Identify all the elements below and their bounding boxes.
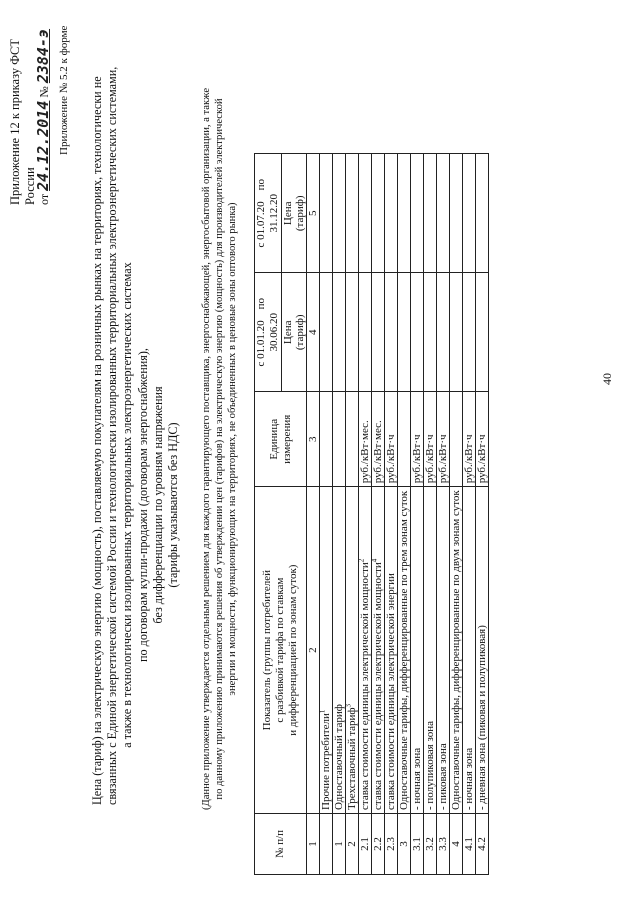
row-number: 2.1 xyxy=(359,814,372,875)
row-price-period-1 xyxy=(476,273,489,392)
row-indicator xyxy=(346,487,359,814)
table-row xyxy=(476,154,489,875)
row-price-period-1 xyxy=(463,273,476,392)
table-row xyxy=(320,154,333,875)
order-number: 2384-э xyxy=(34,28,52,84)
header-unit xyxy=(255,392,307,487)
row-number: 3.3 xyxy=(437,814,450,875)
row-price-period-2 xyxy=(333,154,346,273)
footnote-marker: 1 xyxy=(318,709,327,714)
indicator-text: ставка стоимости единицы электрической энергии xyxy=(385,573,397,810)
row-indicator xyxy=(437,487,450,814)
period-1-start: с 01.01.20 по xyxy=(255,298,267,367)
indicator-text: Одноставочные тарифы, дифференцированные по трем зонам суток xyxy=(398,490,410,810)
row-unit: руб./кВт·мес. xyxy=(372,392,385,487)
form-note: Приложение № 5.2 к форме xyxy=(58,25,70,155)
row-unit xyxy=(346,392,359,487)
order-date: 24.12.2014 xyxy=(34,100,52,191)
indicator-text: Одноставочный тариф xyxy=(333,704,345,810)
column-index: 1 xyxy=(307,814,320,875)
order-number-prefix: № xyxy=(37,86,51,98)
row-number: 2.3 xyxy=(385,814,398,875)
title-line: связанных с Единой энергетической системой России и технологически изолированных территориальных электроэнергетических системами, xyxy=(105,66,120,805)
row-indicator xyxy=(398,487,411,814)
footnote-marker: 2 xyxy=(357,558,366,563)
title-line: а также в технологически изолированных территориальных электроэнергетических системах xyxy=(120,262,135,748)
header-indicator xyxy=(255,487,307,814)
order-reference xyxy=(34,29,52,205)
note-line: по данному приложению принимаются решения об утверждении цен (тарифов) на электрическую энергию (мощность) для производителей электрической xyxy=(214,98,225,800)
row-price-period-2 xyxy=(372,154,385,273)
explanatory-note xyxy=(200,29,239,869)
row-indicator xyxy=(450,487,463,814)
row-unit: руб./кВт·ч xyxy=(411,392,424,487)
row-price-period-1 xyxy=(424,273,437,392)
row-indicator xyxy=(320,487,333,814)
table-row xyxy=(359,154,372,875)
row-price-period-2 xyxy=(463,154,476,273)
row-price-period-1 xyxy=(372,273,385,392)
appendix-title: Приложение 12 к приказу ФСТ России xyxy=(8,39,37,205)
row-number: 4 xyxy=(450,814,463,875)
row-number: 3 xyxy=(398,814,411,875)
row-price-period-2 xyxy=(359,154,372,273)
header-indicator-line: Показатель (группы потребителей xyxy=(261,569,273,731)
table-body xyxy=(320,154,489,875)
row-price-period-1 xyxy=(450,273,463,392)
indicator-text: Одноставочные тарифы, дифференцированные по двум зонам суток xyxy=(450,490,462,810)
row-number: 2 xyxy=(346,814,359,875)
order-prefix: от xyxy=(37,193,51,205)
header-period-2 xyxy=(255,154,282,273)
column-index: 3 xyxy=(307,392,320,487)
row-price-period-2 xyxy=(424,154,437,273)
row-number: 3.2 xyxy=(424,814,437,875)
period-2-end: 31.12.20 xyxy=(268,194,280,233)
row-indicator xyxy=(385,487,398,814)
document-title xyxy=(90,66,181,805)
header-num: № п/п xyxy=(255,814,307,875)
indicator-text: Трехставочный тариф xyxy=(346,707,358,810)
row-unit: руб./кВт·ч xyxy=(437,392,450,487)
indicator-text: Прочие потребители xyxy=(320,713,332,810)
period-2-start: с 01.07.20 по xyxy=(255,179,267,248)
header-indicator-line: с разбивкой тарифа по ставкам xyxy=(274,577,286,723)
row-unit xyxy=(320,392,333,487)
column-index: 5 xyxy=(307,154,320,273)
price-header-2: Цена (тариф) xyxy=(282,154,307,273)
header-indicator-line: и дифференциацией по зонам суток) xyxy=(287,564,299,736)
row-unit: руб./кВт·ч xyxy=(424,392,437,487)
row-indicator xyxy=(463,487,476,814)
row-price-period-1 xyxy=(437,273,450,392)
table-row xyxy=(372,154,385,875)
row-number: 3.1 xyxy=(411,814,424,875)
indicator-text: ставка стоимости единицы электрической мощности xyxy=(359,562,371,810)
note-line: (Данное приложение утверждается отдельным решением для каждого гарантирующего поставщика, энергоснабжающей, энергосбытовой организации, а также xyxy=(201,87,212,811)
row-price-period-2 xyxy=(411,154,424,273)
column-index: 2 xyxy=(307,487,320,814)
row-price-period-2 xyxy=(437,154,450,273)
row-price-period-2 xyxy=(385,154,398,273)
row-unit xyxy=(398,392,411,487)
row-unit: руб./кВт·ч xyxy=(463,392,476,487)
table-row xyxy=(411,154,424,875)
row-number: 1 xyxy=(333,814,346,875)
price-header-1: Цена (тариф) xyxy=(282,273,307,392)
row-price-period-1 xyxy=(411,273,424,392)
row-price-period-1 xyxy=(320,273,333,392)
row-unit xyxy=(450,392,463,487)
table-header-row xyxy=(255,154,282,875)
indicator-text: ставка стоимости единицы электрической мощности xyxy=(372,562,384,810)
row-unit: руб./кВт·ч xyxy=(385,392,398,487)
indicator-text: - пиковая зона xyxy=(437,743,449,810)
row-unit: руб./кВт·мес. xyxy=(359,392,372,487)
row-number: 4.1 xyxy=(463,814,476,875)
table-row xyxy=(463,154,476,875)
row-indicator xyxy=(424,487,437,814)
header-period-1 xyxy=(255,273,282,392)
title-line: по договорам купли-продажи (договорам энергоснабжения), xyxy=(135,348,150,662)
header-unit-line: Единица xyxy=(267,418,280,460)
page-number: 40 xyxy=(600,373,614,385)
title-line: (тарифы указываются без НДС) xyxy=(166,422,181,588)
row-number xyxy=(320,814,333,875)
tariff-table xyxy=(254,153,489,875)
table-row xyxy=(450,154,463,875)
row-price-period-1 xyxy=(359,273,372,392)
row-indicator xyxy=(359,487,372,814)
row-indicator xyxy=(372,487,385,814)
row-unit: руб./кВт·ч xyxy=(476,392,489,487)
indicator-text: - полупиковая зона xyxy=(424,721,436,810)
header-unit-line: измерения xyxy=(280,414,293,464)
indicator-text: - дневная зона (пиковая и полупиковая) xyxy=(476,625,488,810)
row-unit xyxy=(333,392,346,487)
row-price-period-2 xyxy=(346,154,359,273)
period-1-end: 30.06.20 xyxy=(268,313,280,352)
table-row xyxy=(398,154,411,875)
row-price-period-1 xyxy=(333,273,346,392)
indicator-text: - ночная зона xyxy=(411,747,423,810)
note-line: энергии и мощности, функционирующих на территориях, не объединенных в ценовые зоны оптового рынка) xyxy=(227,202,238,696)
row-indicator xyxy=(476,487,489,814)
table-row xyxy=(424,154,437,875)
column-index-row xyxy=(307,154,320,875)
table-row xyxy=(385,154,398,875)
row-indicator xyxy=(411,487,424,814)
row-number: 4.2 xyxy=(476,814,489,875)
row-price-period-2 xyxy=(320,154,333,273)
table-row xyxy=(346,154,359,875)
row-price-period-1 xyxy=(346,273,359,392)
row-price-period-2 xyxy=(450,154,463,273)
row-price-period-2 xyxy=(476,154,489,273)
table-row xyxy=(437,154,450,875)
title-line: без дифференциации по уровням напряжения xyxy=(150,386,165,624)
indicator-text: - ночная зона xyxy=(463,747,475,810)
table-row xyxy=(333,154,346,875)
footnote-marker: 3 xyxy=(344,703,353,708)
column-index: 4 xyxy=(307,273,320,392)
row-number: 2.2 xyxy=(372,814,385,875)
footnote-marker: 4 xyxy=(370,558,379,563)
row-indicator xyxy=(333,487,346,814)
row-price-period-2 xyxy=(398,154,411,273)
title-line: Цена (тариф) на электрическую энергию (мощность), поставляемую покупателям на розничных рынках на территориях, технологически не xyxy=(90,76,104,805)
row-price-period-1 xyxy=(385,273,398,392)
row-price-period-1 xyxy=(398,273,411,392)
